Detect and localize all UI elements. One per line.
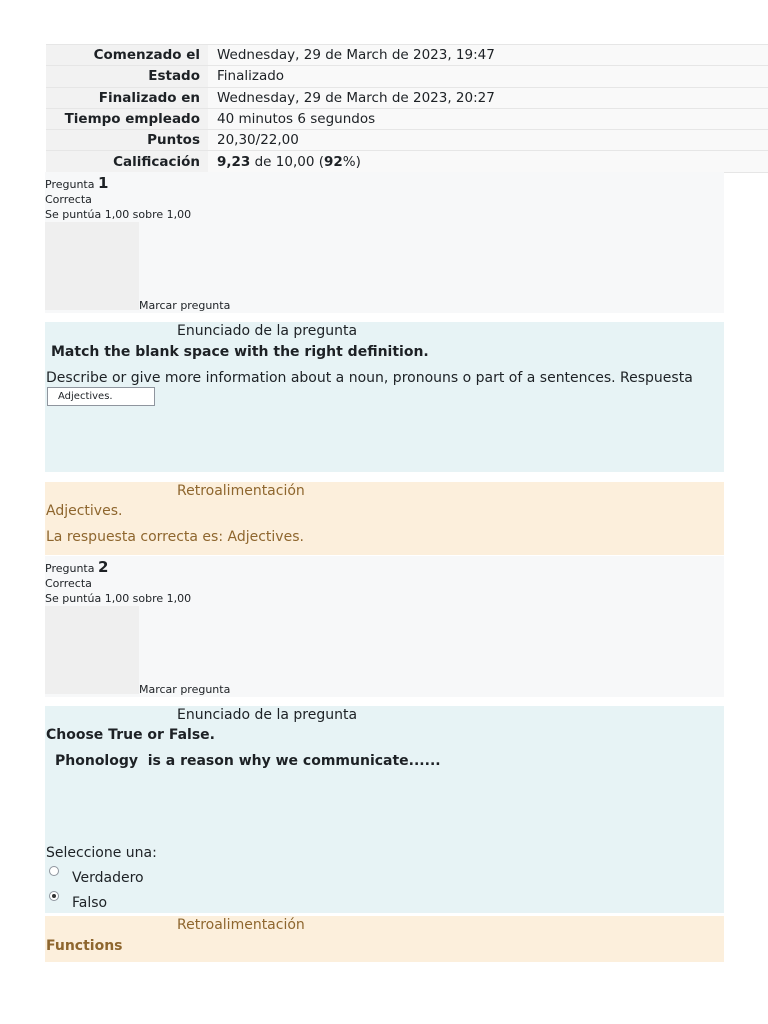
question-score: Se puntúa 1,00 sobre 1,00 [45,592,192,605]
correct-answer-text: La respuesta correcta es: Adjectives. [46,529,304,545]
feedback-text: Adjectives. [46,503,123,519]
summary-row-state [46,66,768,87]
question-instruction: Match the blank space with the right definition. [51,344,429,360]
feedback-header: Retroalimentación [177,483,305,499]
flag-question-link[interactable]: Marcar pregunta [139,299,231,312]
feedback-header: Retroalimentación [177,917,305,933]
question-number-value: 2 [97,558,109,576]
question-statement: Phonology is a reason why we communicate...... [55,753,441,769]
question-score: Se puntúa 1,00 sobre 1,00 [45,208,192,221]
summary-row-time [46,108,768,129]
question-number [45,560,724,576]
summary-label: Puntos [46,130,208,151]
question-state: Correcta [45,193,92,206]
summary-label: Comenzado el [46,45,208,66]
flag-question-link[interactable]: Marcar pregunta [139,683,231,696]
flag-icon-area [45,222,139,310]
summary-grade-value [208,151,768,172]
grade-score: 9,23 [217,153,251,170]
question-2-info [45,556,724,697]
summary-row-points [46,130,768,151]
summary-row-started [46,45,768,66]
question-prompt: Describe or give more information about a noun, pronouns o part of a sentences. Respuesta [46,370,693,386]
summary-value: Wednesday, 29 de March de 2023, 19:47 [208,45,768,66]
question-number [45,176,724,192]
question-2-feedback [45,916,724,962]
grade-mid: de 10,00 ( [250,153,324,170]
attempt-summary-table [46,44,768,173]
question-number-value: 1 [97,174,109,192]
question-state: Correcta [45,577,92,590]
summary-row-finished [46,87,768,108]
radio-falso[interactable] [49,891,59,901]
summary-value: 20,30/22,00 [208,130,768,151]
question-text-header: Enunciado de la pregunta [177,323,358,339]
flag-icon-area [45,606,139,694]
answer-input[interactable]: Adjectives. [47,387,155,406]
select-one-label: Seleccione una: [46,845,157,861]
summary-label: Calificación [46,151,208,172]
question-instruction: Choose True or False. [46,727,215,743]
question-word: Pregunta [45,178,95,191]
summary-value: 40 minutos 6 segundos [208,108,768,129]
question-word: Pregunta [45,562,95,575]
radio-verdadero[interactable] [49,866,59,876]
summary-label: Tiempo empleado [46,108,208,129]
feedback-text: Functions [46,938,123,954]
option-label-verdadero: Verdadero [72,870,144,886]
question-text-header: Enunciado de la pregunta [177,707,358,723]
summary-label: Finalizado en [46,87,208,108]
summary-row-grade [46,151,768,172]
option-label-falso: Falso [72,895,108,911]
grade-tail: %) [342,153,361,170]
summary-value: Finalizado [208,66,768,87]
summary-label: Estado [46,66,208,87]
question-1-info [45,172,724,313]
grade-percent: 92 [323,153,343,170]
summary-value: Wednesday, 29 de March de 2023, 20:27 [208,87,768,108]
